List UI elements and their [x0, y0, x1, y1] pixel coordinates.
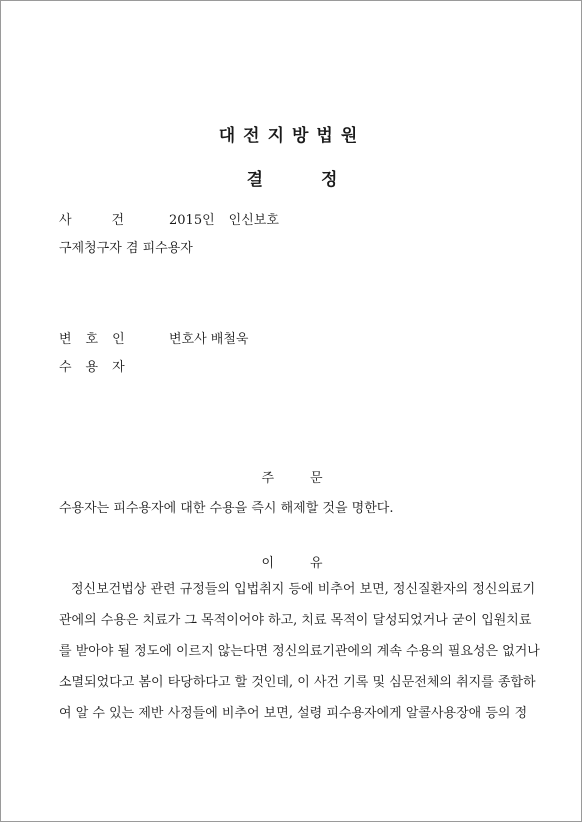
- court-name: 대전지방법원: [218, 126, 366, 146]
- lawyer-label: 변호인: [59, 332, 139, 347]
- order-text: 수용자는 피수용자에 대한 수용을 즉시 해제할 것을 명한다.: [59, 501, 394, 516]
- case-value: [169, 209, 279, 228]
- reason-line: 관에의 수용은 치료가 그 목적이어야 하고, 치료 목적이 달성되었거나 굳이 입원치료: [59, 613, 532, 628]
- reason-line: 소멸되었다고 봄이 타당하다고 할 것인데, 이 사건 기록 및 심문전체의 취지를 종합하: [59, 675, 536, 690]
- reason-body: [59, 578, 540, 733]
- reason-line: 정신보건법상 관련 규정들의 입법취지 등에 비추어 보면, 정신질환자의 정신의료기: [71, 582, 536, 597]
- order-heading: 주문: [261, 471, 359, 486]
- case-name: 인신보호: [228, 213, 279, 228]
- reason-line: 여 알 수 있는 제반 사정들에 비추어 보면, 설령 피수용자에게 알콜사용장애 등의 정: [59, 706, 528, 721]
- case-label: 사건: [59, 213, 165, 228]
- case-number: 2015인: [169, 213, 215, 228]
- lawyer-value: 변호사 배철욱: [169, 332, 249, 347]
- reason-line: 를 받아야 될 정도에 이르지 않는다면 정신의료기관에의 계속 수용의 필요성은 없거나: [59, 644, 540, 659]
- reason-heading: 이유: [261, 556, 359, 571]
- applicant-label: 구제청구자 겸 피수용자: [59, 241, 193, 256]
- document-type: 결정: [246, 170, 396, 190]
- holder-label: 수용자: [59, 360, 139, 375]
